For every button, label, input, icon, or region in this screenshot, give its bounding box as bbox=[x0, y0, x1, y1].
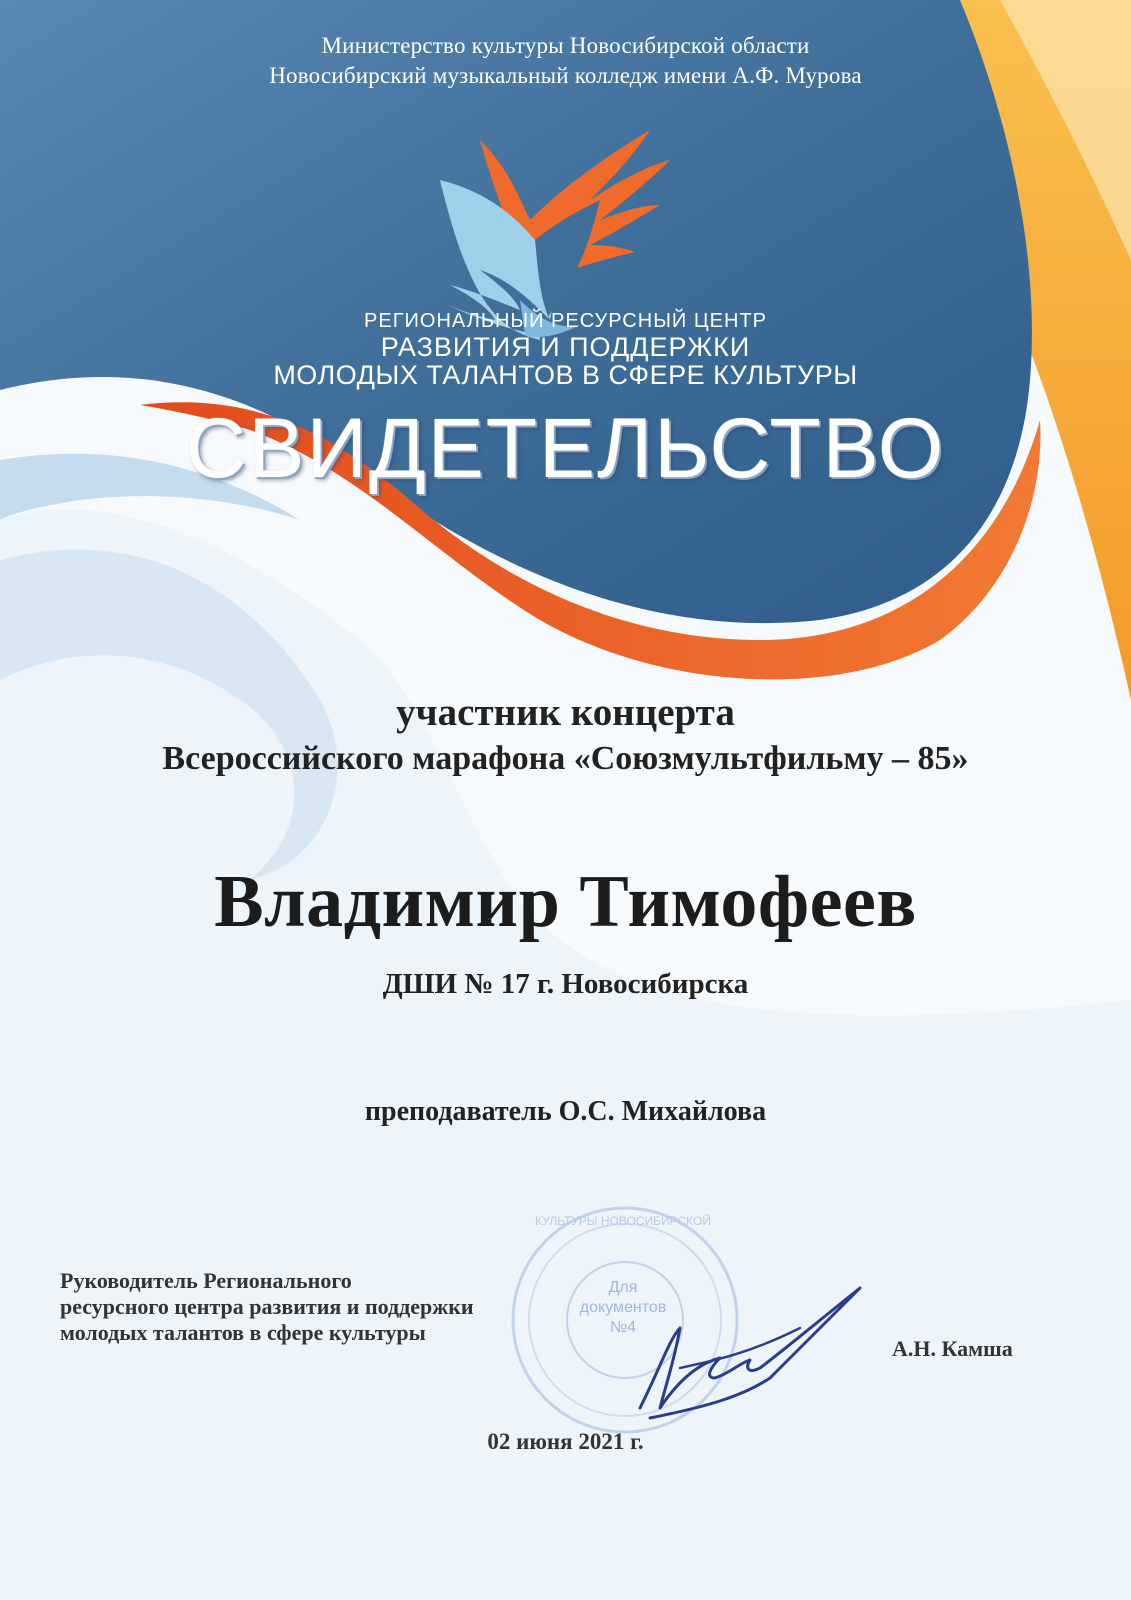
signatory-name: А.Н. Камша bbox=[892, 1336, 1013, 1361]
stamp-inner-line-2: документов bbox=[579, 1299, 667, 1316]
stamp-inner-line-3: №4 bbox=[609, 1319, 637, 1336]
issue-date: 02 июня 2021 г. bbox=[487, 1429, 644, 1454]
issuer-ministry: Министерство культуры Новосибирской области bbox=[321, 33, 810, 58]
center-name-line-3: МОЛОДЫХ ТАЛАНТОВ В СФЕРЕ КУЛЬТУРЫ bbox=[273, 360, 858, 390]
document-title: СВИДЕТЕЛЬСТВО bbox=[185, 401, 946, 495]
signatory-title bbox=[60, 1268, 474, 1346]
participation-line-2: Всероссийского марафона «Союзмультфильму – 85» bbox=[162, 740, 969, 777]
issuer-college: Новосибирский музыкальный колледж имени А.Ф. Мурова bbox=[269, 63, 862, 88]
stamp-inner-line-1: Для bbox=[608, 1279, 638, 1296]
recipient-name: Владимир Тимофеев bbox=[214, 861, 917, 943]
participation-line-1: участник концерта bbox=[396, 691, 735, 734]
recipient-school: ДШИ № 17 г. Новосибирска bbox=[382, 968, 749, 1000]
center-name-line-2: РАЗВИТИЯ И ПОДДЕРЖКИ bbox=[380, 332, 751, 362]
signatory-title-line-3: молодых талантов в сфере культуры bbox=[60, 1320, 426, 1345]
teacher-line: преподаватель О.С. Михайлова bbox=[364, 1096, 767, 1127]
handwritten-signature bbox=[620, 1268, 880, 1428]
signatory-title-line-1: Руководитель Регионального bbox=[60, 1268, 352, 1293]
signatory-title-line-2: ресурсного центра развития и поддержки bbox=[60, 1294, 474, 1319]
stamp-ring-text: КУЛЬТУРЫ НОВОСИБИРСКОЙ bbox=[535, 1214, 711, 1228]
center-name-line-1: РЕГИОНАЛЬНЫЙ РЕСУРСНЫЙ ЦЕНТР bbox=[364, 310, 767, 332]
